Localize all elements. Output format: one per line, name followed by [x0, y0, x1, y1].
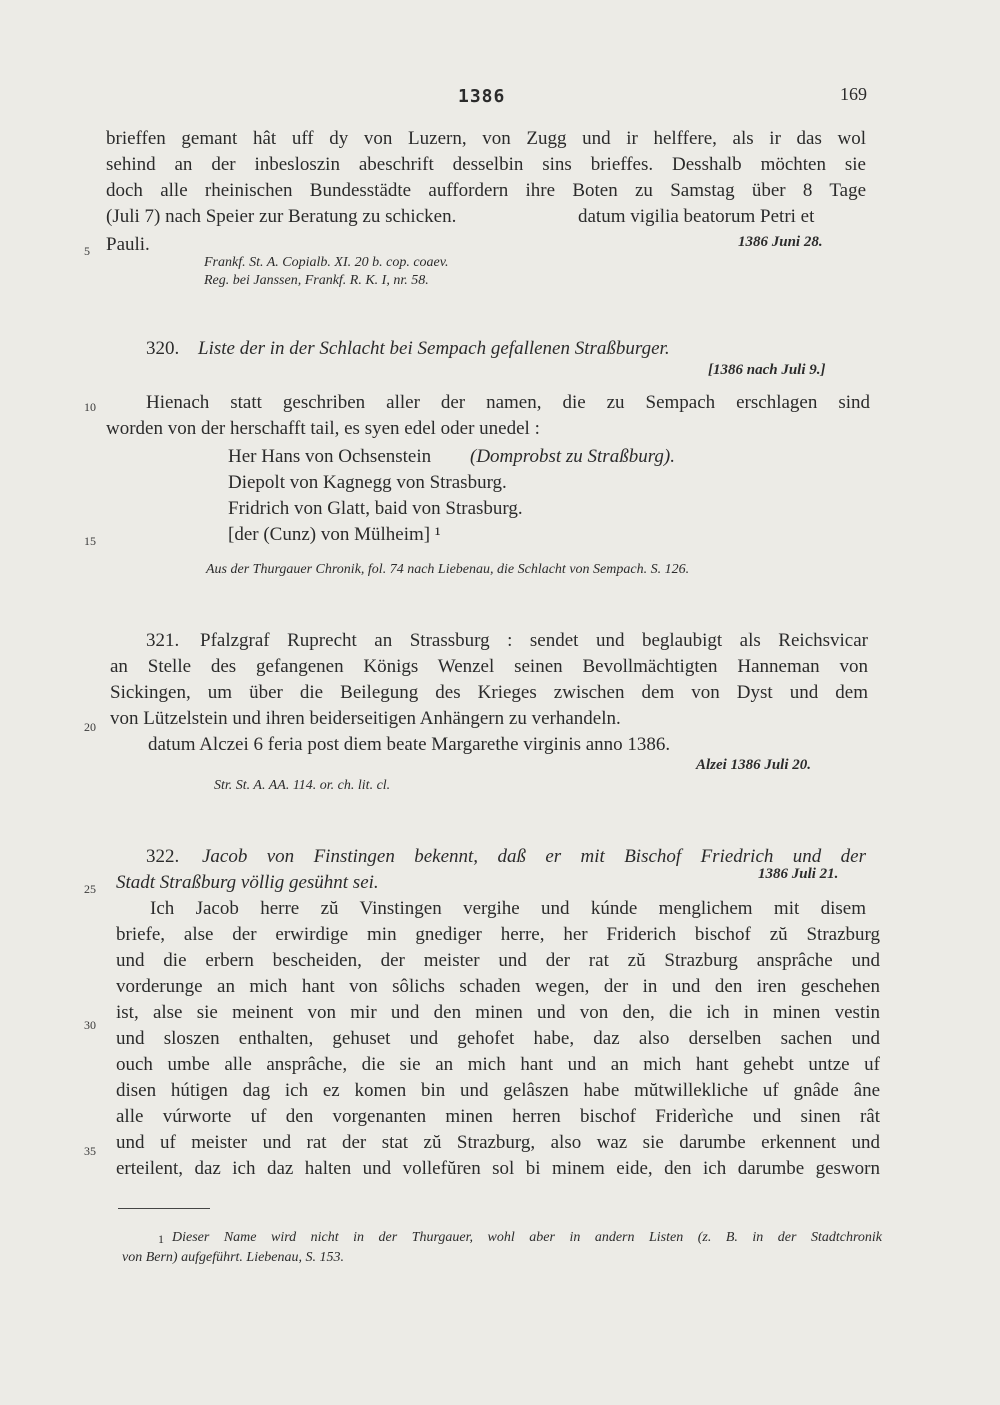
doc-321-dating: datum Alczei 6 feria post diem beate Margarethe virginis anno 1386.: [148, 734, 671, 755]
doc-322-text: briefe, alse der erwirdige min gnediger herre, her Friderich bischof zŭ Strazburg: [116, 924, 880, 945]
footnote-text: von Bern) aufgeführt. Liebenau, S. 153.: [122, 1250, 345, 1265]
doc-320-title: Liste der in der Schlacht bei Sempach gefallenen Straßburger.: [198, 338, 670, 359]
doc-322-text: und uf meister und rat der stat zŭ Strazburg, also waz sie darumbe erkennent und: [116, 1132, 880, 1153]
intro-line: doch alle rheinischen Bundesstädte auffordern ihre Boten zu Samstag über 8 Tage: [106, 180, 866, 201]
line-number: 20: [84, 720, 96, 734]
intro-date: 1386 Juni 28.: [738, 234, 823, 250]
doc-321-text: von Lützelstein und ihren beiderseitigen Anhängern zu verhandeln.: [110, 708, 621, 729]
doc-320-text: Hienach statt geschriben aller der namen, die zu Sempach erschlagen sind: [146, 392, 870, 413]
doc-322-text: Ich Jacob herre zŭ Vinstingen vergihe und kúnde menglichem mit disem: [150, 898, 866, 919]
doc-322-number: 322.: [146, 846, 180, 867]
doc-320-source: Aus der Thurgauer Chronik, fol. 74 nach Liebenau, die Schlacht von Sempach. S. 126.: [206, 562, 690, 577]
doc-322-text: und sloszen enthalten, gehuset und gehofet habe, daz also derselben sachen und: [116, 1028, 880, 1049]
line-number: 30: [84, 1018, 96, 1032]
doc-321-source: Str. St. A. AA. 114. or. ch. lit. cl.: [214, 778, 391, 793]
line-number: 15: [84, 534, 96, 548]
doc-320-number: 320.: [146, 338, 180, 359]
doc-322-text: und die erbern bescheiden, der meister und der rat zŭ Strazburg ansprâche und: [116, 950, 880, 971]
line-number: 10: [84, 400, 96, 414]
line-number: 35: [84, 1144, 96, 1158]
doc-321-number: 321.: [146, 630, 180, 651]
intro-regest: Reg. bei Janssen, Frankf. R. K. I, nr. 58.: [204, 273, 429, 288]
page-number: 169: [840, 84, 867, 104]
doc-322-title: Jacob von Finstingen bekennt, daß er mit Bischof Friedrich und der: [202, 846, 866, 867]
footnote-mark: 1: [158, 1232, 164, 1246]
doc-322-text: ouch umbe alle ansprâche, die sie an mich hant und an mich hant gehebt untze uf: [116, 1054, 880, 1075]
doc-322-text: erteilent, daz ich daz halten und vollefŭren sol bi minem eide, den ich darumbe gesworn: [116, 1158, 880, 1179]
footnote-text: Dieser Name wird nicht in der Thurgauer, wohl aber in andern Listen (z. B. in der Stadtchronik: [172, 1230, 882, 1245]
doc-321-date: Alzei 1386 Juli 20.: [696, 757, 812, 773]
line-number: 25: [84, 882, 96, 896]
doc-322-text: alle vúrworte uf den vorgenanten minen herren bischof Friderìche und sinen rât: [116, 1106, 880, 1127]
doc-320-name: [der (Cunz) von Mülheim] ¹: [228, 524, 441, 545]
doc-321-text: Pfalzgraf Ruprecht an Strassburg : sendet und beglaubigt als Reichsvicar: [200, 630, 868, 651]
doc-320-text: worden von der herschafft tail, es syen edel oder unedel :: [106, 418, 540, 439]
intro-line: Pauli.: [106, 234, 150, 255]
doc-322-text: ist, alse sie meinent von mir und den minen und von den, die ich in minen vestin: [116, 1002, 880, 1023]
doc-322-title: Stadt Straßburg völlig gesühnt sei.: [116, 872, 379, 893]
running-head-year: 1386: [458, 86, 506, 107]
doc-320-name: Diepolt von Kagnegg von Strasburg.: [228, 472, 507, 493]
footnote-rule: [118, 1208, 210, 1209]
intro-line: brieffen gemant hât uff dy von Luzern, von Zugg und ir helffere, als ir das wol: [106, 128, 866, 149]
doc-321-text: an Stelle des gefangenen Königs Wenzel seinen Bevollmächtigten Hanneman von: [110, 656, 868, 677]
intro-line: sehind an der inbesloszin abeschrift desselbin sins brieffes. Desshalb möchten sie: [106, 154, 866, 175]
doc-320-name: Fridrich von Glatt, baid von Strasburg.: [228, 498, 523, 519]
doc-322-text: vorderunge an mich hant von sôlichs schaden wegen, der in und den iren geschehen: [116, 976, 880, 997]
doc-322-date: 1386 Juli 21.: [758, 866, 839, 882]
intro-dating: datum vigilia beatorum Petri et: [578, 206, 815, 227]
intro-source: Frankf. St. A. Copialb. XI. 20 b. cop. coaev.: [204, 255, 449, 270]
doc-322-text: disen hútigen dag ich ez komen bin und gelâszen habe mŭtwillekliche uf gnâde âne: [116, 1080, 880, 1101]
doc-320-name: Her Hans von Ochsenstein: [228, 446, 432, 467]
line-number: 5: [84, 244, 90, 258]
doc-320-name-note: (Domprobst zu Straßburg).: [470, 446, 675, 467]
intro-line: (Juli 7) nach Speier zur Beratung zu schicken.: [106, 206, 457, 227]
doc-320-date: [1386 nach Juli 9.]: [708, 362, 826, 378]
doc-321-text: Sickingen, um über die Beilegung des Krieges zwischen dem von Dyst und dem: [110, 682, 868, 703]
